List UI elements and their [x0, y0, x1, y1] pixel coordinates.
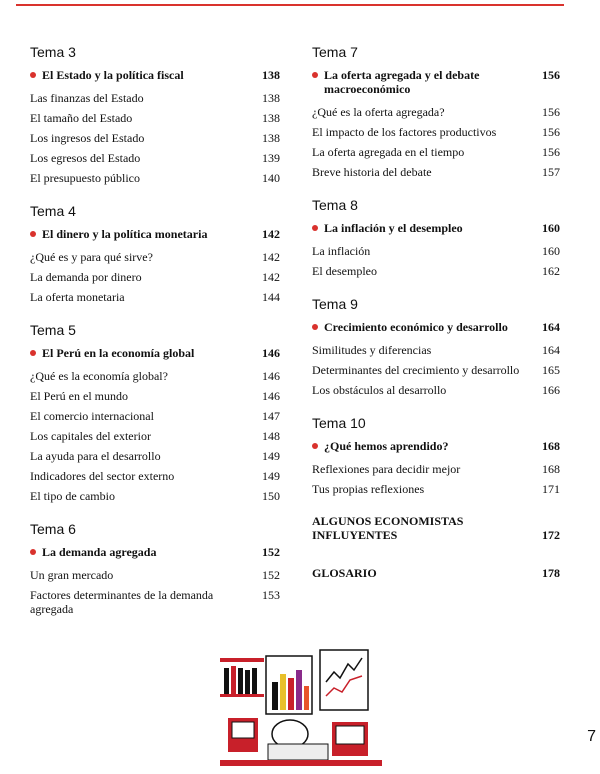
- entry-title: El impacto de los factores productivos: [312, 125, 497, 139]
- entry-title: Indicadores del sector externo: [30, 469, 175, 483]
- entry-page: 157: [542, 165, 560, 179]
- entry-page: 160: [542, 221, 560, 235]
- toc-entry[interactable]: [30, 151, 280, 165]
- entry-title: Similitudes y diferencias: [312, 343, 432, 357]
- tema-heading: Tema 4: [30, 203, 76, 219]
- toc-entry[interactable]: [312, 363, 560, 377]
- toc-extras: [312, 514, 560, 580]
- toc-section-tema-8: [312, 197, 560, 278]
- entry-title: El tipo de cambio: [30, 489, 115, 503]
- toc-section-tema-10: [312, 415, 560, 496]
- tema-heading: Tema 3: [30, 44, 76, 60]
- entry-title: Los ingresos del Estado: [30, 131, 145, 145]
- entry-title: El Perú en la economía global: [30, 346, 254, 360]
- toc-entry[interactable]: [312, 165, 560, 179]
- toc-entry[interactable]: [30, 409, 280, 423]
- entry-page: 146: [262, 369, 280, 383]
- toc-entry[interactable]: [312, 264, 560, 278]
- entry-title: GLOSARIO: [312, 566, 377, 580]
- entry-page: 160: [542, 244, 560, 258]
- entry-page: 171: [542, 482, 560, 496]
- entry-page: 140: [262, 171, 280, 185]
- entry-page: 149: [262, 469, 280, 483]
- toc-extra-entry[interactable]: [312, 566, 560, 580]
- entry-page: 146: [262, 389, 280, 403]
- toc-entry[interactable]: [30, 568, 280, 582]
- toc-entry[interactable]: [312, 383, 560, 397]
- toc-main-entry[interactable]: [30, 227, 280, 241]
- toc-section-tema-5: [30, 322, 280, 503]
- entry-page: 139: [262, 151, 280, 165]
- toc-entry[interactable]: [30, 369, 280, 383]
- entry-page: 150: [262, 489, 280, 503]
- entry-title: La demanda agregada: [30, 545, 254, 559]
- entry-title: ¿Qué es la economía global?: [30, 369, 168, 383]
- entry-page: 142: [262, 270, 280, 284]
- entry-page: 144: [262, 290, 280, 304]
- toc-main-entry[interactable]: [30, 346, 280, 360]
- entry-title: El comercio internacional: [30, 409, 154, 423]
- toc-main-entry[interactable]: [312, 68, 560, 96]
- entry-page: 138: [262, 131, 280, 145]
- entry-title: El Perú en el mundo: [30, 389, 128, 403]
- tema-heading: Tema 8: [312, 197, 358, 213]
- toc-entry[interactable]: [30, 469, 280, 483]
- entry-page: 138: [262, 68, 280, 82]
- entry-title: Los capitales del exterior: [30, 429, 151, 443]
- entry-page: 138: [262, 91, 280, 105]
- entry-page: 152: [262, 568, 280, 582]
- entry-title: Los obstáculos al desarrollo: [312, 383, 447, 397]
- toc-entry[interactable]: [312, 482, 560, 496]
- entry-title: El desempleo: [312, 264, 377, 278]
- toc-entry[interactable]: [312, 145, 560, 159]
- toc-main-entry[interactable]: [30, 68, 280, 82]
- entry-title: Determinantes del crecimiento y desarrollo: [312, 363, 520, 377]
- toc-section-tema-7: [312, 44, 560, 179]
- entry-title: Crecimiento económico y desarrollo: [312, 320, 534, 334]
- toc-section-tema-6: [30, 521, 280, 616]
- entry-title: Los egresos del Estado: [30, 151, 141, 165]
- toc-section-tema-4: [30, 203, 280, 304]
- toc-entry[interactable]: [312, 343, 560, 357]
- toc-main-entry[interactable]: [312, 221, 560, 235]
- toc-entry[interactable]: [30, 588, 280, 616]
- toc-main-entry[interactable]: [312, 439, 560, 453]
- entry-title: La ayuda para el desarrollo: [30, 449, 161, 463]
- entry-page: 172: [542, 528, 560, 542]
- entry-title: Reflexiones para decidir mejor: [312, 462, 461, 476]
- entry-page: 148: [262, 429, 280, 443]
- entry-title: La demanda por dinero: [30, 270, 142, 284]
- entry-page: 165: [542, 363, 560, 377]
- entry-page: 147: [262, 409, 280, 423]
- entry-title: ¿Qué hemos aprendido?: [312, 439, 534, 453]
- entry-title: ¿Qué es y para qué sirve?: [30, 250, 153, 264]
- entry-page: 149: [262, 449, 280, 463]
- toc-entry[interactable]: [30, 111, 280, 125]
- tema-heading: Tema 5: [30, 322, 76, 338]
- tema-heading: Tema 6: [30, 521, 76, 537]
- toc-entry[interactable]: [312, 105, 560, 119]
- entry-title: El dinero y la política monetaria: [30, 227, 254, 241]
- toc-entry[interactable]: [30, 389, 280, 403]
- toc-entry[interactable]: [30, 131, 280, 145]
- entry-title: Factores determinantes de la demanda agregada: [30, 588, 214, 616]
- economist-desk-illustration: [220, 648, 382, 772]
- entry-page: 178: [542, 566, 560, 580]
- toc-left-column: [30, 44, 280, 634]
- toc-main-entry[interactable]: [312, 320, 560, 334]
- toc-extra-entry[interactable]: [312, 514, 560, 542]
- toc-entry[interactable]: [30, 489, 280, 503]
- tema-heading: Tema 7: [312, 44, 358, 60]
- entry-title: ¿Qué es la oferta agregada?: [312, 105, 445, 119]
- toc-section-tema-9: [312, 296, 560, 397]
- tema-heading: Tema 9: [312, 296, 358, 312]
- toc-right-column: [312, 44, 560, 598]
- entry-page: 153: [262, 588, 280, 602]
- entry-title: La inflación: [312, 244, 371, 258]
- entry-title: La oferta agregada en el tiempo: [312, 145, 465, 159]
- toc-entry[interactable]: [30, 91, 280, 105]
- entry-title: Tus propias reflexiones: [312, 482, 425, 496]
- entry-page: 142: [262, 227, 280, 241]
- entry-title: La inflación y el desempleo: [312, 221, 534, 235]
- entry-page: 168: [542, 462, 560, 476]
- entry-page: 152: [262, 545, 280, 559]
- toc-entry[interactable]: [30, 171, 280, 185]
- entry-page: 156: [542, 125, 560, 139]
- toc-entry[interactable]: [30, 250, 280, 264]
- entry-title: Un gran mercado: [30, 568, 114, 582]
- entry-page: 146: [262, 346, 280, 360]
- entry-page: 138: [262, 111, 280, 125]
- toc-entry[interactable]: [30, 270, 280, 284]
- toc-entry[interactable]: [30, 290, 280, 304]
- entry-page: 168: [542, 439, 560, 453]
- entry-title: La oferta monetaria: [30, 290, 125, 304]
- entry-title: La oferta agregada y el debate macroeconómico: [312, 68, 534, 96]
- entry-title: El Estado y la política fiscal: [30, 68, 254, 82]
- toc-entry[interactable]: [30, 429, 280, 443]
- page-number: 7: [587, 728, 596, 745]
- toc-entry[interactable]: [312, 462, 560, 476]
- entry-page: 166: [542, 383, 560, 397]
- entry-page: 156: [542, 68, 560, 82]
- entry-page: 156: [542, 105, 560, 119]
- toc-entry[interactable]: [312, 244, 560, 258]
- toc-section-tema-3: [30, 44, 280, 185]
- toc-entry[interactable]: [312, 125, 560, 139]
- entry-page: 164: [542, 343, 560, 357]
- entry-page: 162: [542, 264, 560, 278]
- entry-title: Breve historia del debate: [312, 165, 432, 179]
- entry-page: 142: [262, 250, 280, 264]
- entry-page: 164: [542, 320, 560, 334]
- entry-title: ALGUNOS ECONOMISTAS INFLUYENTES: [312, 514, 464, 542]
- top-rule: [16, 4, 564, 6]
- entry-title: Las finanzas del Estado: [30, 91, 144, 105]
- toc-entry[interactable]: [30, 449, 280, 463]
- entry-title: El tamaño del Estado: [30, 111, 133, 125]
- tema-heading: Tema 10: [312, 415, 366, 431]
- entry-title: El presupuesto público: [30, 171, 140, 185]
- entry-page: 156: [542, 145, 560, 159]
- toc-main-entry[interactable]: [30, 545, 280, 559]
